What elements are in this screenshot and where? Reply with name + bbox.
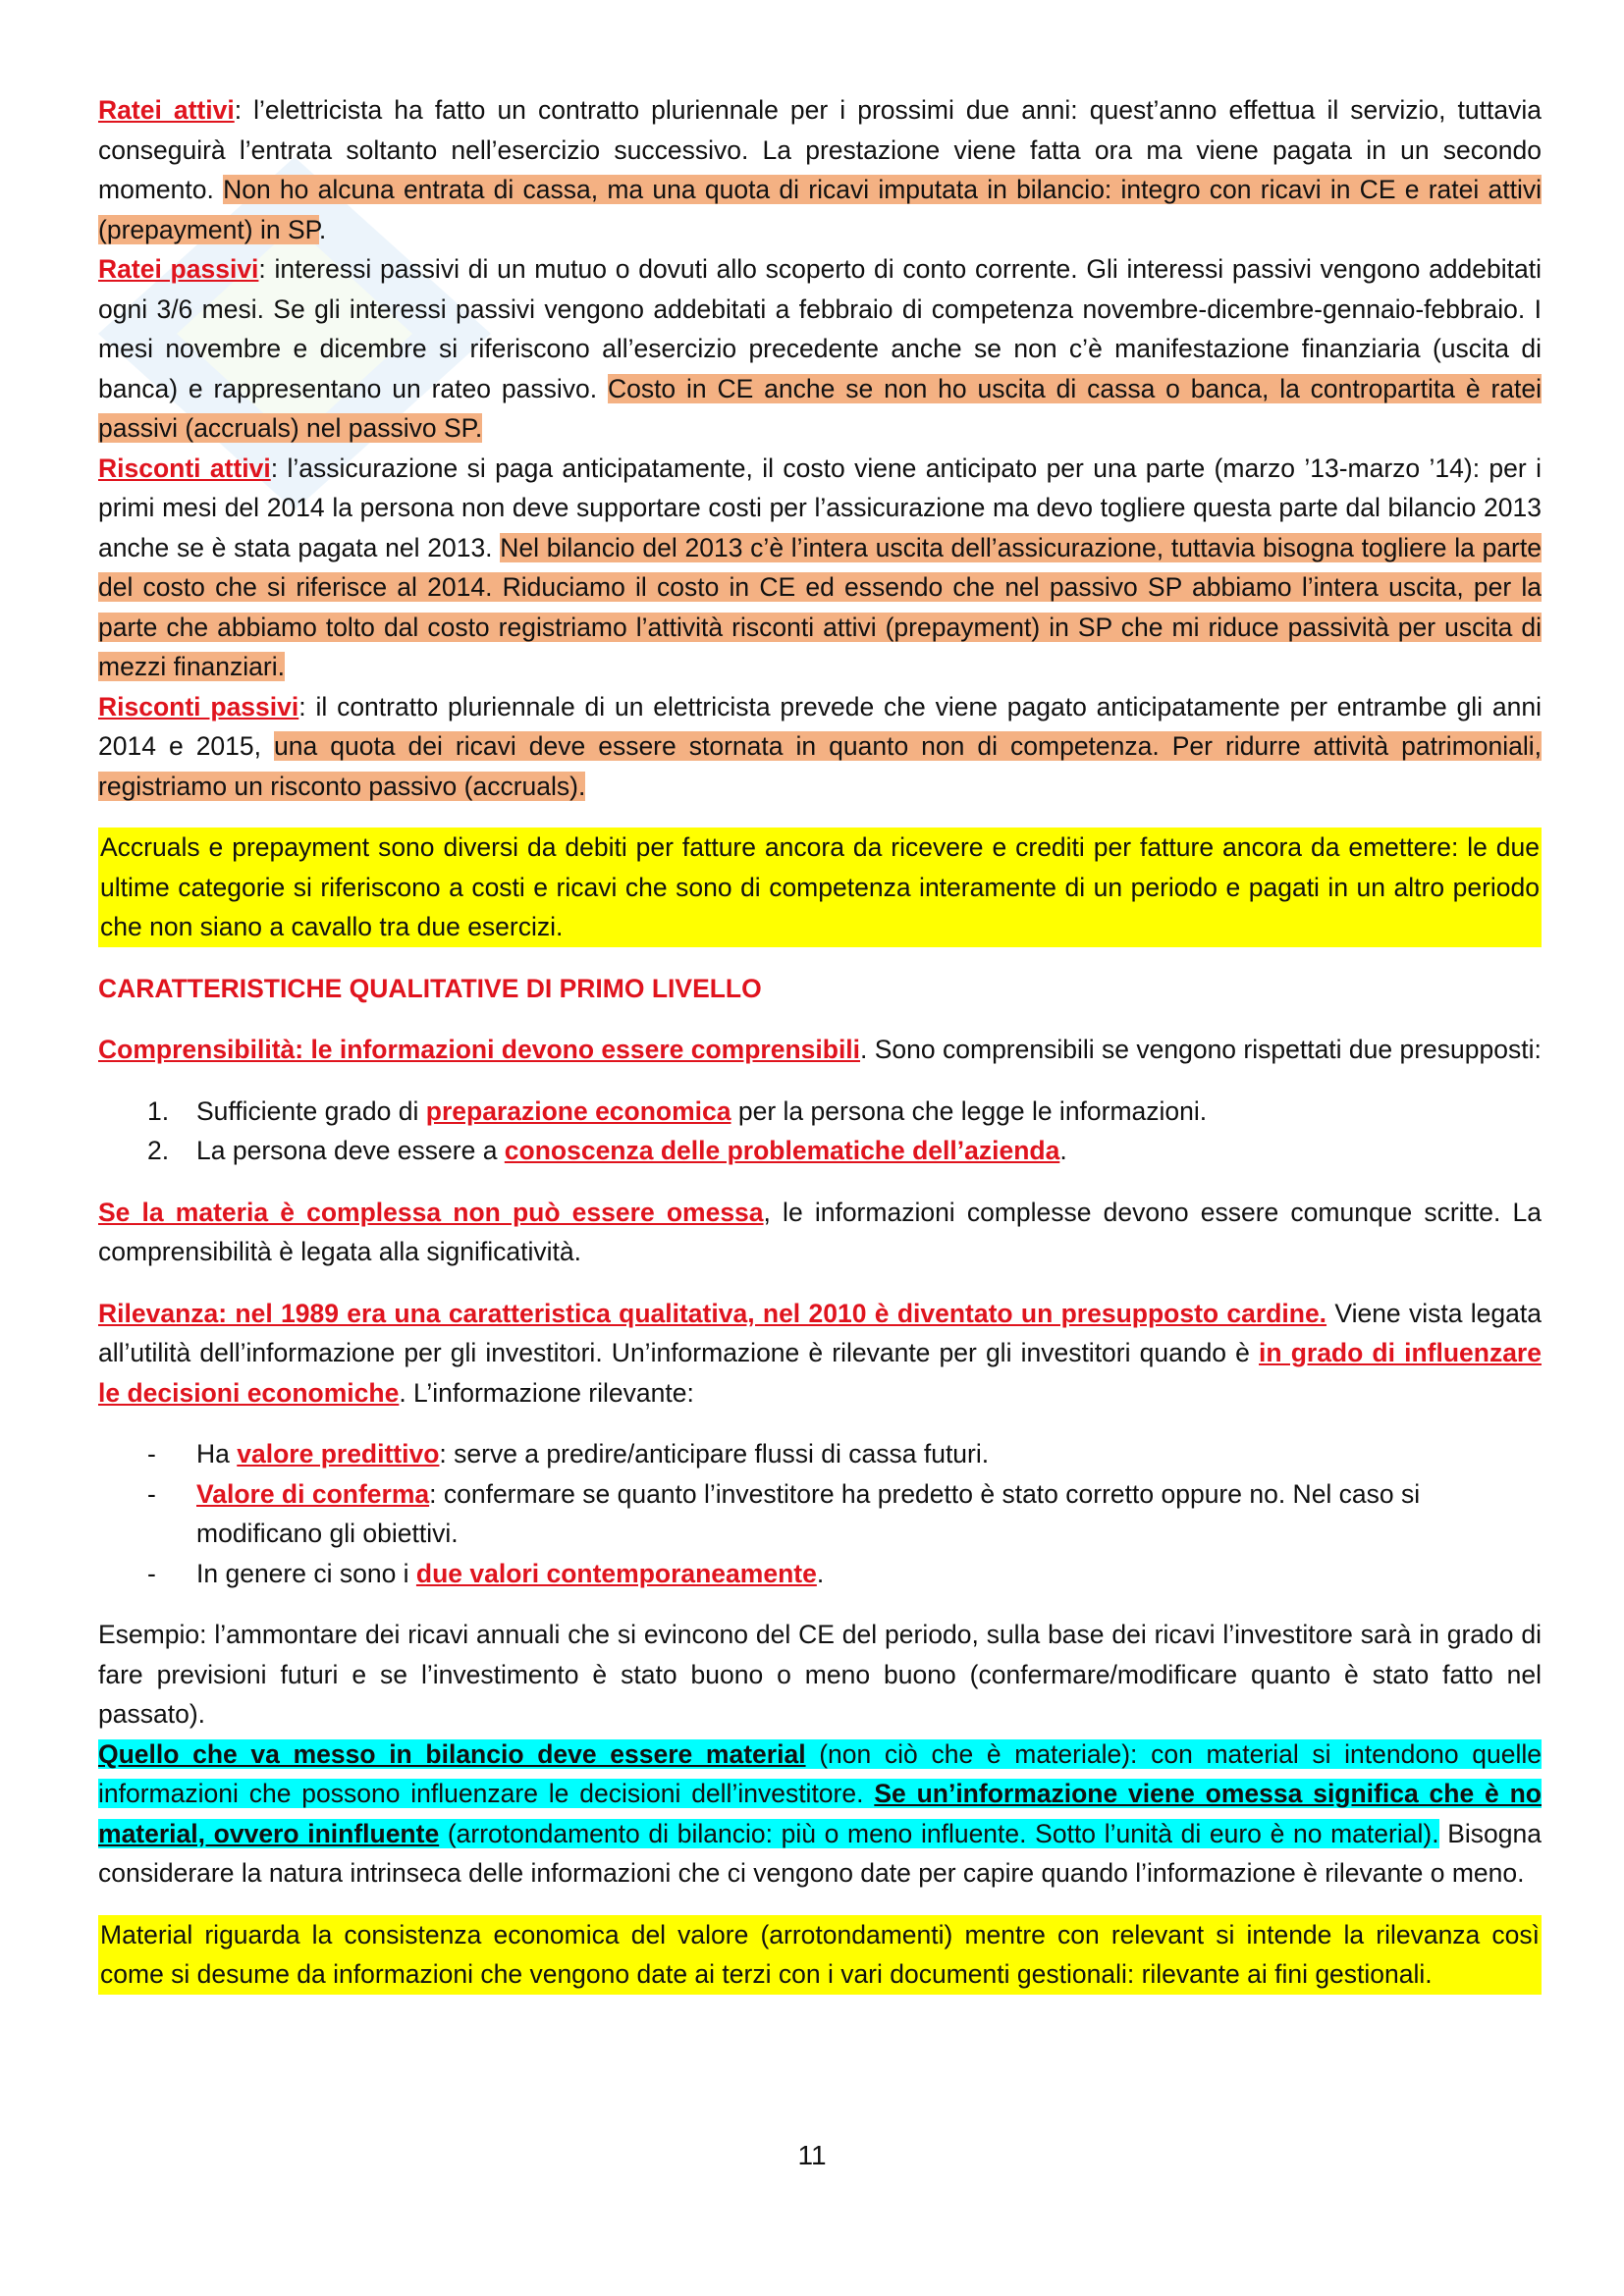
paragraph-risconti-passivi: Risconti passivi: il contratto pluriennale di un elettricista prevede che viene pagato anticipatamente per entrambe gli anni 2014 e 2015, una quota dei ricavi deve essere stornata in quanto non di competenza. Per ridurre attività patrimoniali, registriamo un risconto passivo (accruals). xyxy=(98,691,1543,801)
list-item: - Ha valore predittivo: serve a predire/anticipare flussi di cassa futuri. xyxy=(147,1439,990,1468)
numbered-list xyxy=(98,1092,1542,1171)
paragraph-risconti-attivi: Risconti attivi: l’assicurazione si paga anticipatamente, il costo viene anticipato per una parte (marzo ’13-marzo ’14): per i primi mesi del 2014 la persona non deve supportare costi per l’assicurazione ma devo togliere questa parte dal bilancio 2013 anche se è stata pagata nel 2013. Nel bilancio del 2013 c’è l’intera uscita dell’assicurazione, tuttavia bisogna togliere la parte del costo che si riferisce al 2014. Riduciamo il costo in CE ed essendo che nel passivo SP abbiamo l’intera uscita, per la parte che abbiamo tolto dal costo registriamo l’attività risconti attivi (prepayment) in SP che mi riduce passività per uscita di mezzi finanziari. xyxy=(98,453,1542,681)
page-number: 11 xyxy=(797,2140,827,2170)
paragraph-material: Quello che va messo in bilancio deve essere material (non ciò che è materiale): con material si intendono quelle informazioni che possono influenzare le decisioni dell’investitore. Se un’informazione viene omessa significa che è no material, ovvero ininfluente (arrotondamento di bilancio: più o meno influente. Sotto l’unità di euro è no material). Bisogna considerare la natura intrinseca delle informazioni che ci vengono date per capire quando l’informazione è rilevante o meno. xyxy=(98,1738,1542,1888)
term-comprensibilita: Comprensibilità: le informazioni devono essere comprensibili xyxy=(98,1035,861,1064)
section-heading: CARATTERISTICHE QUALITATIVE DI PRIMO LIVELLO xyxy=(98,973,762,1003)
paragraph-ratei-passivi: Ratei passivi: interessi passivi di un mutuo o dovuti allo scoperto di conto corrente. Gli interessi passivi vengono addebitati ogni 3/6 mesi. Se gli interessi passivi vengono addebitati a febbraio di competenza novembre-dicembre-gennaio-febbraio. I mesi novembre e dicembre si riferiscono all’esercizio precedente anche se non c’è manifestazione finanziaria (uscita di banca) e rappresentano un rateo passivo. Costo in CE anche se non ho uscita di cassa o banca, la contropartita è ratei passivi (accruals) nel passivo SP. xyxy=(98,254,1543,443)
paragraph-material-vs-relevant: Material riguarda la consistenza economica del valore (arrotondamenti) mentre con relevant si intende la rilevanza così come si desume da informazioni che vengono date ai terzi con i vari documenti gestionali: rilevante ai fini gestionali. xyxy=(98,1915,1542,1995)
paragraph-comprensibilita: Comprensibilità: le informazioni devono essere comprensibili. Sono comprensibili se vengono rispettati due presupposti: xyxy=(98,1035,1542,1064)
highlight-orange: Nel bilancio del 2013 c’è l’intera uscita dell’assicurazione, tuttavia bisogna togliere la parte del costo che si riferisce al 2014. Riduciamo il costo in CE ed essendo che nel passivo SP abbiamo l’intera uscita, per la parte che abbiamo tolto dal costo registriamo l’attività risconti attivi (prepayment) in SP che mi riduce passività per uscita di mezzi finanziari. xyxy=(98,532,1542,681)
paragraph-rilevanza: Rilevanza: nel 1989 era una caratteristica qualitativa, nel 2010 è diventato un presupposto cardine. Viene vista legata all’utilità dell’informazione per gli investitori. Un’informazione è rilevante per gli investitori quando è in grado di influenzare le decisioni economiche. L’informazione rilevante: xyxy=(98,1298,1542,1408)
paragraph-ratei-attivi: Ratei attivi: l’elettricista ha fatto un contratto pluriennale per i prossimi due anni: quest’anno effettua il servizio, tuttavia conseguirà l’entrata soltanto nell’esercizio successivo. La prestazione viene fatta ora ma viene pagata in un secondo momento. Non ho alcuna entrata di cassa, ma una quota di ricavi imputata in bilancio: integro con ricavi in CE e ratei attivi (prepayment) in SP. xyxy=(98,95,1542,244)
list-item: - Valore di conferma: confermare se quanto l’investitore ha predetto è stato corretto oppure no. Nel caso si modificano gli obiettivi. xyxy=(147,1478,1421,1548)
paragraph-esempio: Esempio: l’ammontare dei ricavi annuali che si evincono del CE del periodo, sulla base dei ricavi l’investitore sarà in grado di fare previsioni futuri e se l’investimento è stato buono o meno buono (confermare/modificare quanto è stato fatto nel passato). xyxy=(98,1620,1542,1729)
highlight-orange: Costo in CE anche se non ho uscita di cassa o banca, la contropartita è ratei passivi (accruals) nel passivo SP. xyxy=(98,373,1542,443)
paragraph-materia-complessa: Se la materia è complessa non può essere omessa, le informazioni complesse devono essere comunque scritte. La comprensibilità è legata alla significatività. xyxy=(98,1197,1542,1266)
paragraph-accruals-note: Accruals e prepayment sono diversi da debiti per fatture ancora da ricevere e crediti per fatture ancora da emettere: le due ultime categorie si riferiscono a costi e ricavi che sono di competenza interamente di un periodo e pagati in un altro periodo che non siano a cavallo tra due esercizi. xyxy=(98,828,1542,947)
term-risconti-attivi: Risconti attivi xyxy=(98,453,271,483)
list-item: 1. Sufficiente grado di preparazione economica per la persona che legge le informazioni. xyxy=(147,1095,1208,1126)
term-ratei-attivi: Ratei attivi xyxy=(98,95,235,125)
bullet-list xyxy=(98,1434,1542,1593)
term-rilevanza: Rilevanza: nel 1989 era una caratteristica qualitativa, nel 2010 è diventato un presupposto cardine. xyxy=(98,1298,1327,1328)
highlight-orange: una quota dei ricavi deve essere stornata in quanto non di competenza. Per ridurre attività patrimoniali, registriamo un risconto passivo (accruals). xyxy=(98,731,1543,801)
term-materia-complessa: Se la materia è complessa non può essere omessa xyxy=(98,1197,764,1227)
list-item: 2. La persona deve essere a conoscenza delle problematiche dell’azienda. xyxy=(147,1136,1067,1165)
highlight-orange: Non ho alcuna entrata di cassa, ma una quota di ricavi imputata in bilancio: integro con ricavi in CE e ratei attivi (prepayment) in SP xyxy=(98,175,1542,244)
list-item: - In genere ci sono i due valori contemporaneamente. xyxy=(147,1558,825,1588)
document-page xyxy=(98,90,1542,1995)
term-ratei-passivi: Ratei passivi xyxy=(98,254,259,284)
term-risconti-passivi: Risconti passivi xyxy=(98,691,299,721)
